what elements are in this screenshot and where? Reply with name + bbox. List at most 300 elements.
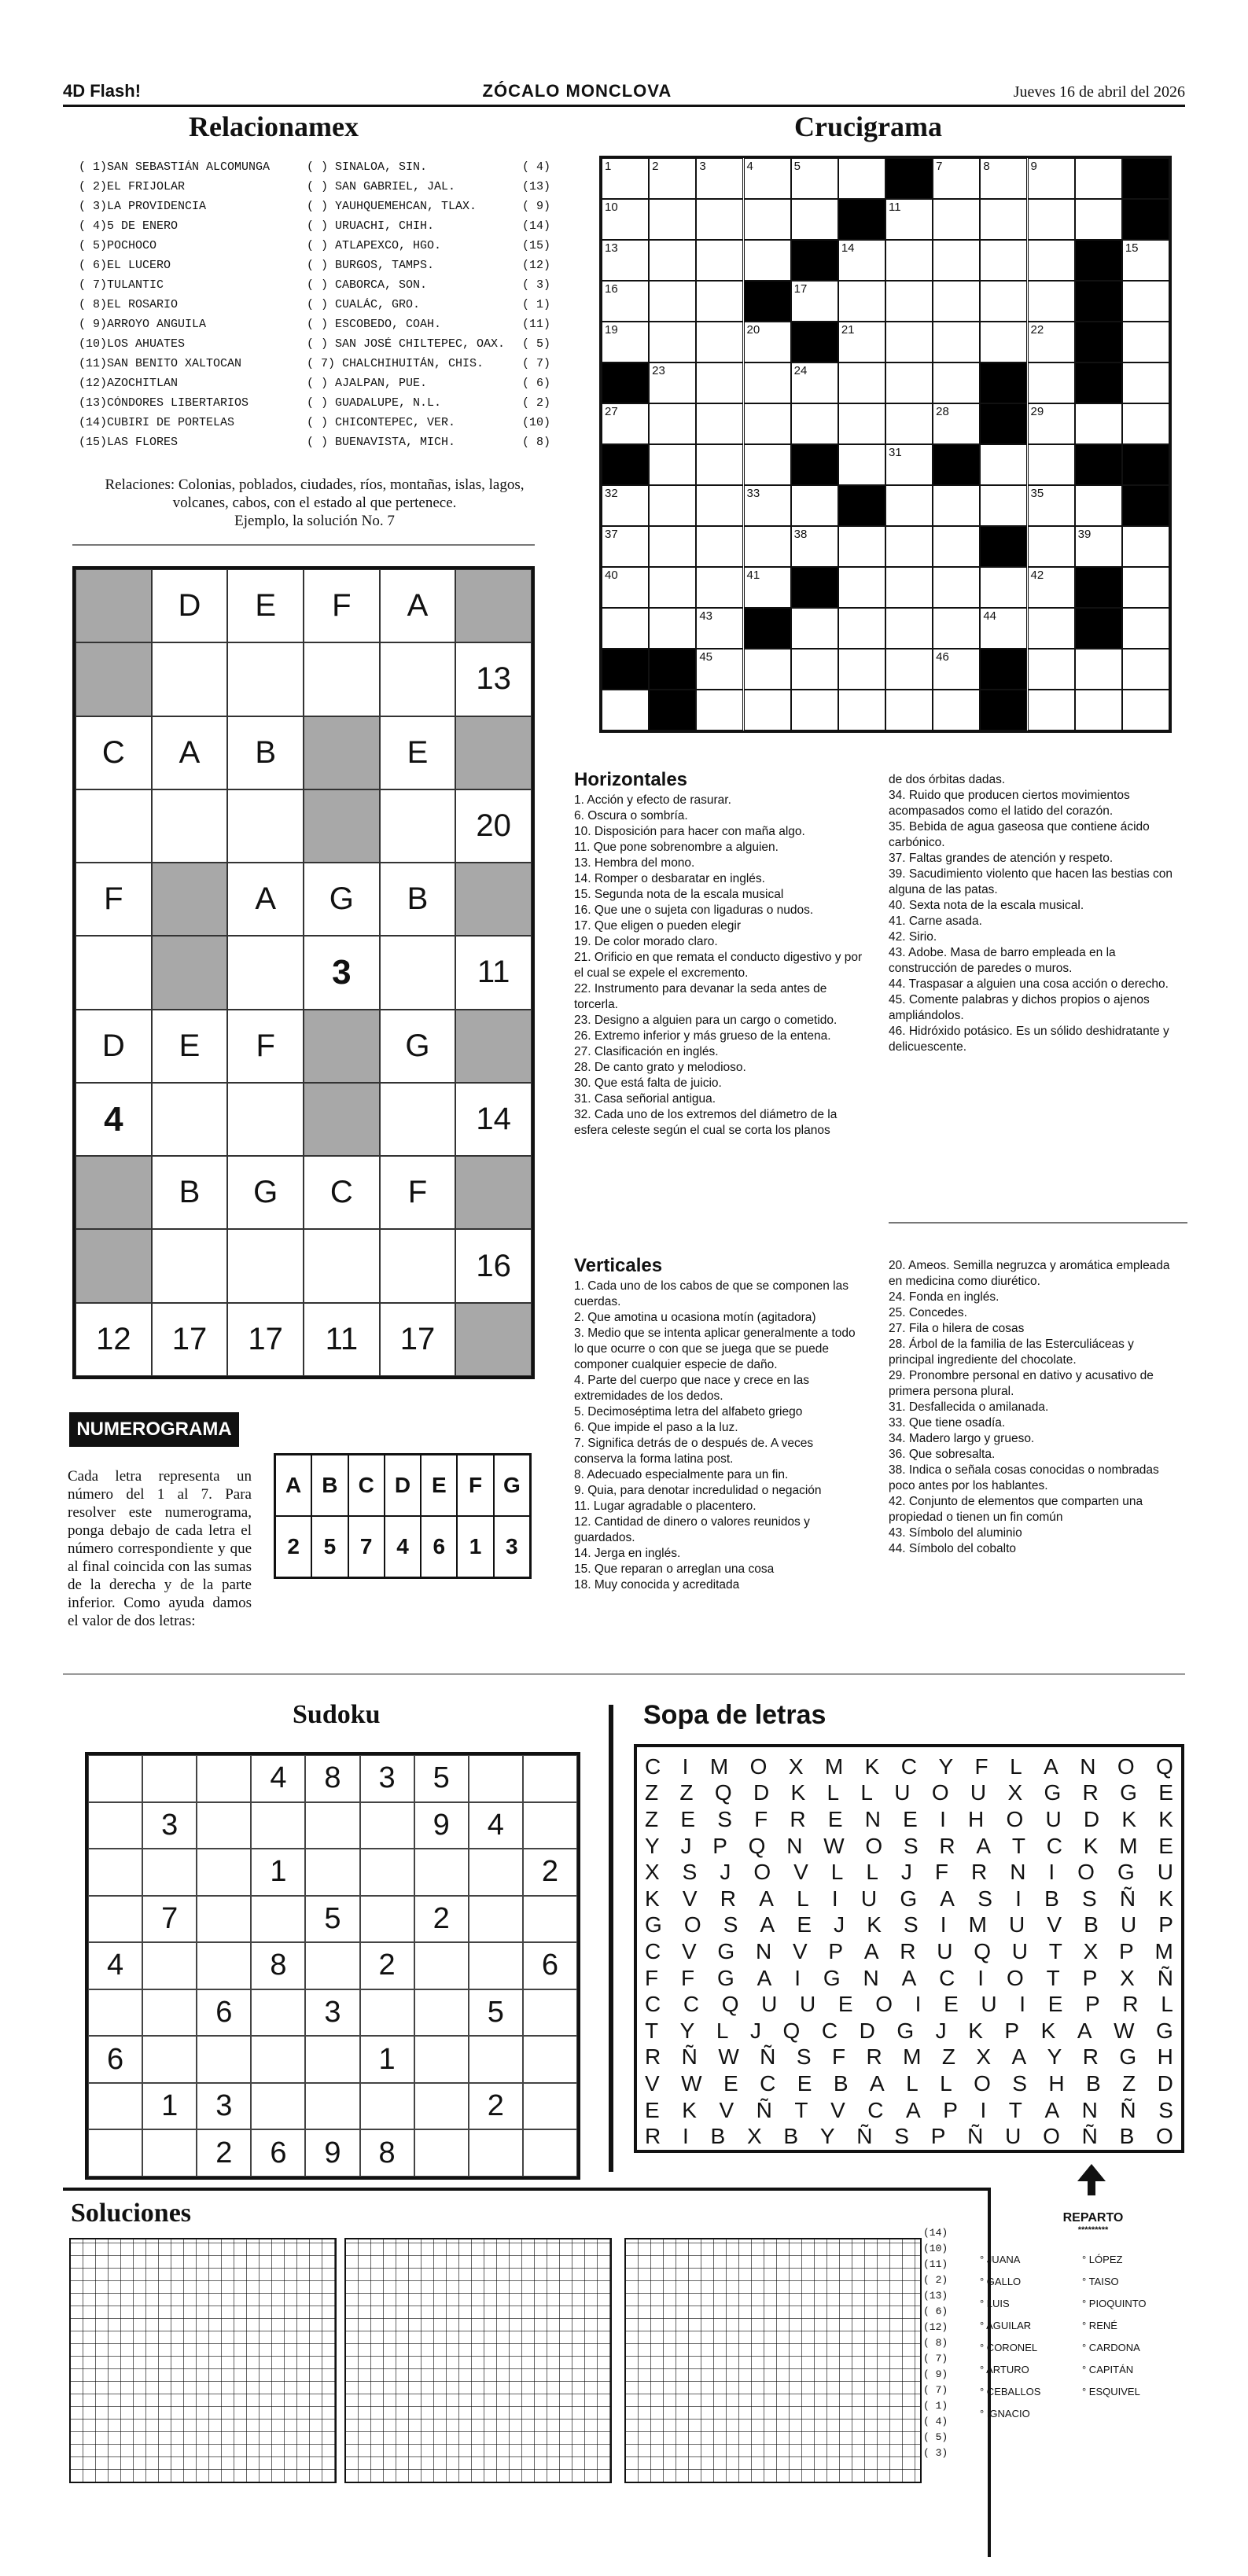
crucigrama-title: Crucigrama	[794, 111, 942, 142]
reparto-title	[1054, 2211, 1132, 2235]
sopa-letter: Ñ	[760, 2044, 776, 2070]
sopa-letter: U	[1157, 1860, 1173, 1885]
sopa-row	[645, 1938, 1173, 1965]
relacionamex-example: Ejemplo, la solución No. 7	[234, 513, 395, 529]
sopa-letter: E	[903, 1806, 918, 1831]
clue: 5. Decimoséptima letra del alfabeto griego	[574, 1405, 803, 1419]
grid-cell: C	[304, 1156, 380, 1229]
sopa-letter: B	[1044, 1886, 1059, 1911]
sopa-letter: E	[1047, 1992, 1063, 2017]
clue: 40. Sexta nota de la escala musical.	[889, 899, 1084, 912]
sopa-letter: R	[900, 1938, 916, 1963]
black-square	[1122, 444, 1169, 485]
sudoku-cell	[414, 2129, 469, 2177]
sopa-row	[645, 1912, 1173, 1939]
sopa-letter: V	[792, 1938, 808, 1963]
white-square	[1028, 526, 1075, 567]
reparto-item: ° ARTURO	[980, 2364, 1029, 2375]
sopa-letter: Y	[1047, 2044, 1062, 2070]
grid-cell: 12	[75, 1303, 152, 1376]
key-value: 2	[275, 1516, 311, 1577]
answer-slot: (14)	[521, 219, 550, 233]
clue: 37. Faltas grandes de atención y respeto.	[889, 852, 1114, 865]
sopa-letter: E	[1158, 1833, 1173, 1858]
sopa-letter: L	[860, 1780, 873, 1805]
answer-slot: (15)	[521, 239, 550, 252]
sudoku-cell	[305, 2083, 359, 2130]
sopa-letter: I	[1019, 1992, 1026, 2017]
white-square	[744, 690, 791, 730]
shaded-cell	[455, 716, 532, 789]
grid-cell	[227, 936, 304, 1009]
clue: 21. Orificio en que remata el conducto digestivo y por el cual se expele el excremento.	[574, 951, 863, 980]
sudoku-cell: 6	[88, 2036, 142, 2083]
sopa-letter: N	[755, 1938, 772, 1963]
clue-number: 41	[746, 569, 760, 582]
clue-number: 16	[605, 282, 618, 296]
sudoku-cell	[142, 1849, 197, 1896]
solution-number: ( 1)	[923, 2400, 948, 2412]
relacionamex-row	[79, 334, 550, 354]
sudoku-cell: 8	[251, 1942, 305, 1989]
relacionamex-row	[79, 177, 550, 197]
sopa-letter: L	[940, 2070, 952, 2096]
sopa-letter: X	[1120, 1965, 1135, 1990]
white-square	[933, 649, 980, 690]
sopa-row	[645, 1886, 1173, 1912]
white-square	[885, 403, 933, 444]
solution-number: (10)	[923, 2243, 948, 2254]
sudoku-cell	[251, 2036, 305, 2083]
sopa-letter: F	[754, 1806, 768, 1831]
grid-cell: 17	[227, 1303, 304, 1376]
sopa-letter: S	[977, 1886, 992, 1911]
sopa-letter: A	[940, 1886, 955, 1911]
white-square	[838, 526, 885, 567]
sopa-letter: W	[1114, 2018, 1135, 2043]
white-square	[791, 608, 838, 649]
sudoku-cell: 3	[197, 2083, 251, 2130]
black-square	[1075, 322, 1122, 362]
white-square	[696, 567, 743, 608]
sopa-letter: A	[1044, 1754, 1058, 1779]
solucion-sudoku	[344, 2238, 612, 2483]
sopa-letter: P	[1085, 1992, 1100, 2017]
white-square	[696, 281, 743, 322]
sopa-letter: Z	[679, 1780, 694, 1805]
white-square	[933, 567, 980, 608]
grid-cell: D	[152, 569, 228, 642]
issue-date: Jueves 16 de abril del 2026	[1013, 83, 1185, 101]
solution-number: ( 4)	[923, 2416, 948, 2427]
sopa-letter: D	[859, 2018, 875, 2043]
sopa-letter: I	[1015, 1886, 1022, 1911]
relacionamex-row	[79, 374, 550, 393]
grid-cell: 4	[75, 1083, 152, 1156]
white-square	[791, 649, 838, 690]
state-name: ( ) CABORCA, SON.	[307, 278, 428, 292]
clue-number: 28	[936, 405, 949, 418]
white-square	[933, 403, 980, 444]
sudoku-cell	[197, 1802, 251, 1849]
white-square	[885, 485, 933, 526]
sopa-letter: K	[1083, 1833, 1099, 1858]
clue: 20. Ameos. Semilla negruzca y aromática empleada en medicina como diurético.	[889, 1259, 1170, 1288]
sopa-letter: O	[974, 2070, 991, 2096]
white-square	[1075, 199, 1122, 240]
white-square	[649, 444, 696, 485]
white-square	[649, 526, 696, 567]
solution-number: (11)	[923, 2258, 948, 2270]
white-square	[1028, 444, 1075, 485]
white-square	[791, 690, 838, 730]
sopa-letter: C	[900, 1754, 918, 1779]
sopa-row	[645, 2070, 1173, 2097]
clue: 8. Adecuado especialmente para un fin.	[574, 1468, 789, 1481]
sopa-letter: S	[894, 2124, 909, 2149]
sopa-letter: C	[939, 1965, 955, 1990]
state-name: ( 7) CHALCHIHUITÁN, CHIS.	[307, 357, 484, 370]
white-square	[1122, 403, 1169, 444]
sopa-letter: R	[645, 2124, 661, 2149]
grid-cell	[152, 642, 228, 716]
white-square	[933, 485, 980, 526]
white-square	[933, 526, 980, 567]
reparto-item: ° TAISO	[1082, 2276, 1119, 2287]
clue: 4. Parte del cuerpo que nace y crece en las extremidades de los dedos.	[574, 1374, 809, 1403]
sopa-letter: U	[894, 1780, 911, 1805]
state-name: ( ) URUACHI, CHIH.	[307, 219, 435, 233]
solution-number: ( 8)	[923, 2337, 948, 2349]
sudoku-cell	[523, 2083, 577, 2130]
sopa-letter: R	[720, 1886, 737, 1911]
black-square	[1122, 199, 1169, 240]
grid-cell: 17	[152, 1303, 228, 1376]
relacionamex-row	[79, 216, 550, 236]
clue: 10. Disposición para hacer con maña algo.	[574, 825, 805, 838]
sudoku-cell	[360, 1802, 414, 1849]
sopa-letter: K	[864, 1754, 880, 1779]
clue: 33. Que tiene osadía.	[889, 1416, 1006, 1430]
sudoku-cell	[142, 1755, 197, 1802]
sopa-letter: U	[860, 1886, 878, 1911]
sopa-letter: G	[716, 1965, 734, 1990]
sopa-letter: Q	[721, 1992, 739, 2017]
white-square	[1122, 690, 1169, 730]
sopa-letter: M	[824, 1754, 844, 1779]
sopa-letter: U	[981, 1992, 997, 2017]
black-square	[1122, 158, 1169, 199]
white-square	[980, 240, 1027, 281]
sopa-letter: I	[977, 1965, 985, 1990]
numerograma-instructions: Cada letra representa un número del 1 al 7. Para resolver este numerograma, ponga debajo de cada letra el número correspondiente y que al final coincida con las sumas de la derecha y de la parte inferior. Como ayuda damos el valor de dos letras:	[68, 1468, 252, 1629]
sopa-letter: A	[901, 1965, 917, 1990]
relacionamex-row	[79, 413, 550, 432]
sopa-letter: S	[717, 1806, 732, 1831]
clue-number: 32	[605, 487, 618, 500]
sopa-letter: H	[1048, 2070, 1065, 2096]
shaded-cell	[75, 642, 152, 716]
grid-cell: 11	[304, 1303, 380, 1376]
clue: 31. Desfallecida o amilanada.	[889, 1400, 1049, 1414]
sopa-letter: R	[1082, 2044, 1099, 2070]
clue: 3. Medio que se intenta aplicar generalmente a todo lo que ocurre o con que se juega que se puede componer cualquier especie de daño.	[574, 1327, 856, 1371]
white-square	[744, 444, 791, 485]
clue: 46. Hidróxido potásico. Es un sólido deshidratante y delicuescente.	[889, 1025, 1169, 1054]
sopa-letter: U	[1011, 1938, 1028, 1963]
grid-cell: 13	[455, 642, 532, 716]
sopa-letter: V	[1047, 1912, 1062, 1938]
clue: 16. Que une o sujeta con ligaduras o nudos.	[574, 903, 814, 917]
grid-cell: F	[304, 569, 380, 642]
reparto-item: ° LUIS	[980, 2298, 1010, 2309]
place-name: ( 7)TULANTIC	[79, 278, 164, 292]
sudoku-cell: 3	[305, 1989, 359, 2037]
clue: 22. Instrumento para devanar la seda antes de torcerla.	[574, 982, 827, 1011]
clue: 43. Símbolo del aluminio	[889, 1526, 1022, 1540]
white-square	[1122, 608, 1169, 649]
sudoku-cell	[469, 1896, 523, 1943]
black-square	[1075, 608, 1122, 649]
sudoku-cell: 2	[523, 1849, 577, 1896]
grid-cell	[380, 936, 456, 1009]
sopa-letter: O	[1077, 1860, 1095, 1885]
sopa-letter: G	[1119, 2044, 1137, 2070]
sopa-letter: K	[790, 1780, 806, 1805]
white-square	[838, 322, 885, 362]
sopa-letter: P	[828, 1938, 844, 1963]
sopa-letter: O	[1043, 2124, 1060, 2149]
grid-cell	[152, 1083, 228, 1156]
sudoku-cell: 4	[88, 1942, 142, 1989]
clue-number: 7	[936, 160, 943, 173]
sopa-letter: R	[645, 2044, 661, 2070]
state-name: ( ) BURGOS, TAMPS.	[307, 259, 435, 272]
clue: de dos órbitas dadas.	[889, 773, 1006, 786]
sudoku-cell	[88, 1989, 142, 2037]
sopa-letter: K	[968, 2018, 983, 2043]
white-square	[933, 362, 980, 403]
numerograma-grid	[72, 566, 535, 1379]
sopa-letter: A	[757, 1965, 772, 1990]
white-square	[1075, 485, 1122, 526]
white-square	[744, 240, 791, 281]
sopa-letter: K	[645, 1886, 660, 1911]
clue: 42. Conjunto de elementos que comparten una propiedad o tienen un fin común	[889, 1495, 1143, 1524]
black-square	[602, 444, 649, 485]
clue: 44. Traspasar a alguien una cosa acción o derecho.	[889, 977, 1169, 991]
grid-cell: B	[227, 716, 304, 789]
grid-cell: F	[227, 1010, 304, 1083]
clue: 43. Adobe. Masa de barro empleada en la construcción de paredes o muros.	[889, 946, 1116, 975]
relacionamex-row	[79, 295, 550, 315]
clue-number: 10	[605, 201, 618, 214]
relacionamex-row	[79, 432, 550, 452]
sopa-letter: G	[717, 1938, 735, 1963]
sopa-letter: X	[1007, 1780, 1023, 1805]
white-square	[885, 608, 933, 649]
sudoku-cell: 1	[251, 1849, 305, 1896]
sopa-letter: Z	[645, 1780, 659, 1805]
sopa-letter: C	[683, 1992, 700, 2017]
white-square	[602, 485, 649, 526]
reparto-item: ° GALLO	[980, 2276, 1022, 2287]
sopa-letter: C	[760, 2070, 776, 2096]
sopa-letter: X	[746, 2124, 762, 2149]
sopa-letter: L	[906, 2070, 919, 2096]
sopa-letter: R	[866, 2044, 882, 2070]
white-square	[649, 567, 696, 608]
sopa-letter: W	[718, 2044, 739, 2070]
sopa-letter: H	[1157, 2044, 1173, 2070]
sopa-letter: S	[1012, 2070, 1027, 2096]
white-square	[980, 199, 1027, 240]
black-square	[933, 444, 980, 485]
solucion-crucigrama	[69, 2238, 337, 2483]
white-square	[933, 608, 980, 649]
sopa-row	[645, 1833, 1173, 1860]
clue-number: 11	[889, 201, 901, 214]
white-square	[933, 690, 980, 730]
grid-cell: C	[75, 716, 152, 789]
sopa-letter: B	[783, 2124, 799, 2149]
white-square	[696, 199, 743, 240]
grid-cell: G	[380, 1010, 456, 1083]
shaded-cell	[75, 1229, 152, 1302]
black-square	[791, 444, 838, 485]
sopa-letter: X	[976, 2044, 992, 2070]
sopa-letter: N	[786, 1833, 803, 1858]
sopa-letter: Z	[645, 1806, 659, 1831]
sopa-letter: Ñ	[967, 2124, 984, 2149]
sopa-letter: P	[1158, 1912, 1173, 1938]
white-square	[1028, 199, 1075, 240]
grid-cell: 16	[455, 1229, 532, 1302]
sopa-grid	[634, 1744, 1184, 2153]
horizontales-heading: Horizontales	[574, 769, 688, 790]
white-square	[933, 240, 980, 281]
relacionamex-note	[79, 476, 550, 530]
sopa-letter: K	[1040, 2018, 1056, 2043]
grid-cell: E	[152, 1010, 228, 1083]
sopa-letter: E	[838, 1992, 853, 2017]
white-square	[1122, 322, 1169, 362]
place-name: ( 3)LA PROVIDENCIA	[79, 200, 207, 213]
sopa-letter: I	[1048, 1860, 1055, 1885]
clue: 39. Sacudimiento violento que hacen las bestias con alguna de las patas.	[889, 867, 1173, 896]
sopa-letter: A	[869, 2070, 885, 2096]
clue-number: 2	[652, 160, 659, 173]
clue: 41. Carne asada.	[889, 914, 982, 928]
sopa-letter: V	[830, 2097, 845, 2122]
white-square	[602, 608, 649, 649]
sudoku-cell	[360, 1896, 414, 1943]
sopa-letter: N	[1081, 2097, 1098, 2122]
grid-cell: F	[380, 1156, 456, 1229]
clue-number: 15	[1125, 241, 1139, 255]
clue-number: 37	[605, 528, 618, 541]
sopa-letter: S	[1081, 1886, 1097, 1911]
sudoku-cell: 3	[360, 1755, 414, 1802]
sopa-letter: P	[1004, 2018, 1020, 2043]
clue: 15. Segunda nota de la escala musical	[574, 888, 784, 901]
clue-number: 21	[841, 323, 855, 337]
sudoku-cell: 8	[305, 1755, 359, 1802]
white-square	[1028, 608, 1075, 649]
white-square	[1028, 158, 1075, 199]
white-square	[649, 281, 696, 322]
shaded-cell	[304, 716, 380, 789]
white-square	[933, 158, 980, 199]
black-square	[602, 362, 649, 403]
grid-cell: F	[75, 863, 152, 936]
sopa-letter: I	[980, 2097, 987, 2122]
clue-number: 22	[1030, 323, 1044, 337]
white-square	[649, 240, 696, 281]
sopa-letter: N	[1080, 1754, 1096, 1779]
clue: 14. Jerga en inglés.	[574, 1547, 681, 1560]
sopa-letter: K	[1158, 1886, 1173, 1911]
sopa-letter: V	[793, 1860, 808, 1885]
sopa-letter: C	[821, 2018, 838, 2043]
sopa-letter: S	[682, 1860, 698, 1885]
sopa-row	[645, 2044, 1173, 2071]
sopa-letter: Ñ	[756, 2097, 772, 2122]
sopa-row	[645, 1859, 1173, 1886]
arrow-up-icon	[1077, 2164, 1106, 2181]
grid-cell: B	[152, 1156, 228, 1229]
page-header	[63, 79, 1185, 107]
white-square	[696, 240, 743, 281]
white-square	[980, 322, 1027, 362]
sopa-letter: A	[1077, 2018, 1092, 2043]
sopa-letter: P	[1082, 1965, 1098, 1990]
divider	[72, 544, 535, 546]
sudoku-cell	[88, 1896, 142, 1943]
white-square	[1028, 322, 1075, 362]
divider	[889, 1222, 1187, 1224]
sopa-letter: A	[1011, 2044, 1027, 2070]
white-square	[791, 526, 838, 567]
relacionamex-row	[79, 393, 550, 413]
clue: 15. Que reparan o arreglan una cosa	[574, 1562, 775, 1576]
sopa-letter: U	[1120, 1912, 1137, 1938]
white-square	[696, 444, 743, 485]
sudoku-cell	[142, 1942, 197, 1989]
answer-slot: (13)	[521, 180, 550, 193]
reparto-item: ° CORONEL	[980, 2342, 1038, 2353]
white-square	[933, 322, 980, 362]
sopa-letter: S	[903, 1833, 919, 1858]
sopa-letter: S	[723, 1912, 738, 1938]
shaded-cell	[304, 1010, 380, 1083]
clue: 34. Madero largo y grueso.	[889, 1432, 1035, 1445]
black-square	[838, 199, 885, 240]
black-square	[885, 158, 933, 199]
sudoku-cell: 4	[251, 1755, 305, 1802]
sopa-letter: G	[823, 1965, 841, 1990]
white-square	[696, 485, 743, 526]
sudoku-cell	[523, 1989, 577, 2037]
black-square	[838, 485, 885, 526]
clue: 19. De color morado claro.	[574, 935, 718, 948]
sopa-letter: E	[797, 1912, 812, 1938]
arrow-stem	[1088, 2180, 1095, 2195]
sopa-letter: Z	[1122, 2070, 1136, 2096]
clue: 38. Indica o señala cosas conocidas o nombradas poco antes por los hablantes.	[889, 1463, 1159, 1492]
sudoku-cell	[469, 1942, 523, 1989]
sudoku-cell	[523, 1896, 577, 1943]
